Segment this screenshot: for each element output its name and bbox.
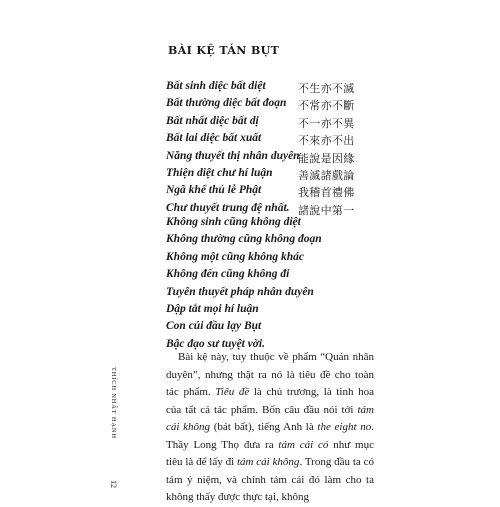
running-head xyxy=(108,367,118,477)
verse-line xyxy=(166,97,496,115)
verse-vietnamese: Năng thuyết thị nhân duyên xyxy=(166,149,300,162)
verse-chinese: 諸說中第一 xyxy=(298,203,355,217)
section-title: BÀI KỆ TÁN BỤT xyxy=(168,44,280,57)
verse-chinese: 不一亦不異 xyxy=(298,116,355,130)
paragraph-text: . Thầy Long Thọ đưa ra xyxy=(166,421,374,451)
translation-line: Không sinh cũng không diệt xyxy=(166,216,301,228)
paragraph-text: như mục tiêu là để lấy đi xyxy=(166,438,374,468)
paragraph-emphasis: tám cái có xyxy=(278,438,329,451)
verse-chinese: 不生亦不滅 xyxy=(298,82,355,95)
verse-chinese: 我稽首禮佛 xyxy=(298,186,355,200)
verse-vietnamese: Bất thường diệc bất đoạn xyxy=(166,97,287,110)
verse-chinese: 不來亦不出 xyxy=(298,134,355,148)
page-number: 12 xyxy=(109,480,118,488)
verse-vietnamese: Ngã khể thủ lễ Phật xyxy=(166,184,262,197)
verse-line xyxy=(166,132,496,150)
translation-line: Không đến cũng không đi xyxy=(166,268,290,281)
paragraph-text: Bài kệ này, tuy thuộc về phẩm “Quán nhân duyên”, nhưng thật ra nó là tiêu đề cho toàn tác phẩm. xyxy=(166,351,374,398)
paragraph-emphasis: the eight no xyxy=(317,421,372,433)
translation-line: Con cúi đầu lạy Bụt xyxy=(166,320,262,333)
verse-line xyxy=(166,115,496,133)
translation-line: Không thường cũng không đoạn xyxy=(166,233,322,246)
paragraph-text: . Trong đầu ta có tám ý niệm, và chính tám cái đó làm cho ta không thấy được thực tại, không xyxy=(166,456,374,503)
translation-line: Tuyên thuyết pháp nhân duyên xyxy=(166,285,314,298)
verse-chinese: 能說是因緣 xyxy=(298,151,355,165)
paragraph-text: (bát bất), tiếng Anh là xyxy=(210,421,318,433)
paragraph-emphasis: tám cái không xyxy=(166,403,374,433)
running-head-text: THÍCH NHẤT HẠNH xyxy=(110,367,117,439)
verse-line xyxy=(166,184,496,202)
verse-line xyxy=(166,80,496,98)
verse-vietnamese: Bất sinh diệc bất diệt xyxy=(166,80,266,92)
verse-line xyxy=(166,150,496,168)
translation-line: Bậc đạo sư tuyệt vời. xyxy=(166,337,265,350)
verse-vietnamese: Thiện diệt chư hí luận xyxy=(166,167,273,179)
paragraph-emphasis: Tiêu đề xyxy=(215,386,250,398)
verse-line xyxy=(166,167,496,185)
verse-vietnamese: Bất nhất diệc bất dị xyxy=(166,114,259,127)
translation-line: Dập tắt mọi hí luận xyxy=(166,303,259,315)
paragraph-text: là chủ trương, là tinh hoa của tất cả tác phẩm. Bốn câu đầu nói tới xyxy=(166,386,374,416)
verse-vietnamese: Chư thuyết trung đệ nhất. xyxy=(166,201,290,214)
verse-chinese: 善滅諸戲論 xyxy=(298,169,355,182)
translation-line: Không một cũng không khác xyxy=(166,250,305,263)
paragraph-emphasis: tám cái không xyxy=(236,456,300,468)
verse-chinese: 不常亦不斷 xyxy=(298,99,355,113)
body-paragraph xyxy=(166,349,374,507)
verse-vietnamese: Bất lai diệc bất xuất xyxy=(166,132,262,145)
